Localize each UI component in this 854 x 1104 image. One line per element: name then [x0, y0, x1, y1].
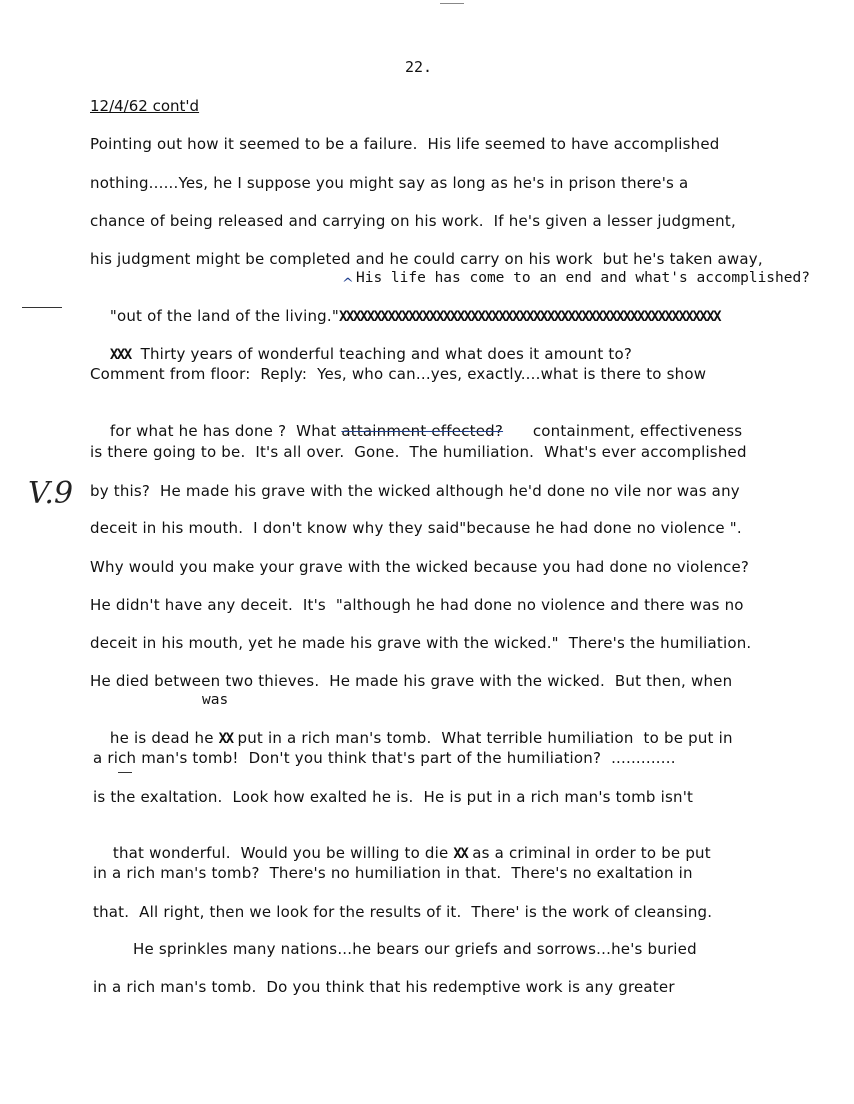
- struck-attainment: attainment effected?: [341, 422, 504, 440]
- for-what-text: for what he has done ? What: [109, 422, 337, 440]
- handwritten-insert-text: His life has come to an end and what's accomplished?: [356, 270, 810, 286]
- text-line-23: in a rich man's tomb. Do you think that his redemptive work is any greater: [93, 978, 675, 996]
- caret-mark: ^: [342, 276, 354, 292]
- pen-dash: [118, 772, 132, 773]
- text-line-20: in a rich man's tomb? There's no humiliation in that. There's no exaltation in: [93, 864, 693, 882]
- text-line-3: chance of being released and carrying on his work. If he's given a lesser judgment,: [90, 212, 736, 230]
- text-line-22: He sprinkles many nations...he bears our griefs and sorrows...he's buried: [133, 940, 697, 958]
- struck-is: XX: [218, 731, 233, 747]
- that-wonderful-text: that wonderful. Would you be willing to die: [112, 844, 449, 862]
- text-line-9: is there going to be. It's all over. Gone. The humiliation. What's ever accomplished: [90, 443, 747, 461]
- text-line-18: is the exaltation. Look how exalted he is. He is put in a rich man's tomb isn't: [93, 788, 694, 806]
- he-is-dead-text: he is dead he: [109, 729, 214, 747]
- was-insert: was: [202, 692, 229, 708]
- text-line-4: his judgment might be completed and he could carry on his work but he's taken away,: [90, 250, 763, 268]
- text-line-10: by this? He made his grave with the wicked although he'd done no vile nor was any: [90, 482, 740, 500]
- thirty-years-text: Thirty years of wonderful teaching and what does it amount to?: [140, 345, 633, 363]
- text-line-13: He didn't have any deceit. It's "although he had done no violence and there was no: [90, 596, 744, 614]
- date-heading: 12/4/62 cont'd: [90, 97, 200, 115]
- top-pen-mark: [440, 0, 464, 4]
- text-line-14: deceit in his mouth, yet he made his grave with the wicked." There's the humiliation.: [90, 634, 752, 652]
- text-line-2: nothing......Yes, he I suppose you might say as long as he's in prison there's a: [90, 174, 689, 192]
- struck-out-text: XXXXXXXXXXXXXXXXXXXXXXXXXXXXXXXXXXXXXXXXXXXXXXXXXXXXXXX: [338, 309, 721, 325]
- page-number: 22.: [405, 58, 433, 76]
- rich-tomb-text: put in a rich man's tomb. What terrible humiliation to be put in: [237, 729, 733, 747]
- struck-xx: XX: [453, 846, 468, 862]
- text-line-1: Pointing out how it seemed to be a failure. His life seemed to have accomplished: [90, 135, 720, 153]
- quote-out-of-land: "out of the land of the living.": [109, 307, 339, 325]
- struck-out-xxx: XXX: [109, 347, 131, 363]
- containment-text: containment, effectiveness: [532, 422, 743, 440]
- text-line-17: a rich man's tomb! Don't you think that's part of the humiliation? .............: [93, 749, 676, 767]
- margin-note: V.9: [28, 476, 74, 511]
- criminal-text: as a criminal in order to be put: [472, 844, 711, 862]
- text-line-11: deceit in his mouth. I don't know why they said"because he had done no violence ".: [90, 519, 742, 537]
- text-line-21: that. All right, then we look for the results of it. There' is the work of cleansing.: [93, 903, 713, 921]
- text-line-12: Why would you make your grave with the wicked because you had done no violence?: [90, 558, 750, 576]
- text-line-15: He died between two thieves. He made his grave with the wicked. But then, when: [90, 672, 733, 690]
- text-line-7: Comment from floor: Reply: Yes, who can...yes, exactly....what is there to show: [90, 365, 707, 383]
- margin-dash: [22, 307, 62, 308]
